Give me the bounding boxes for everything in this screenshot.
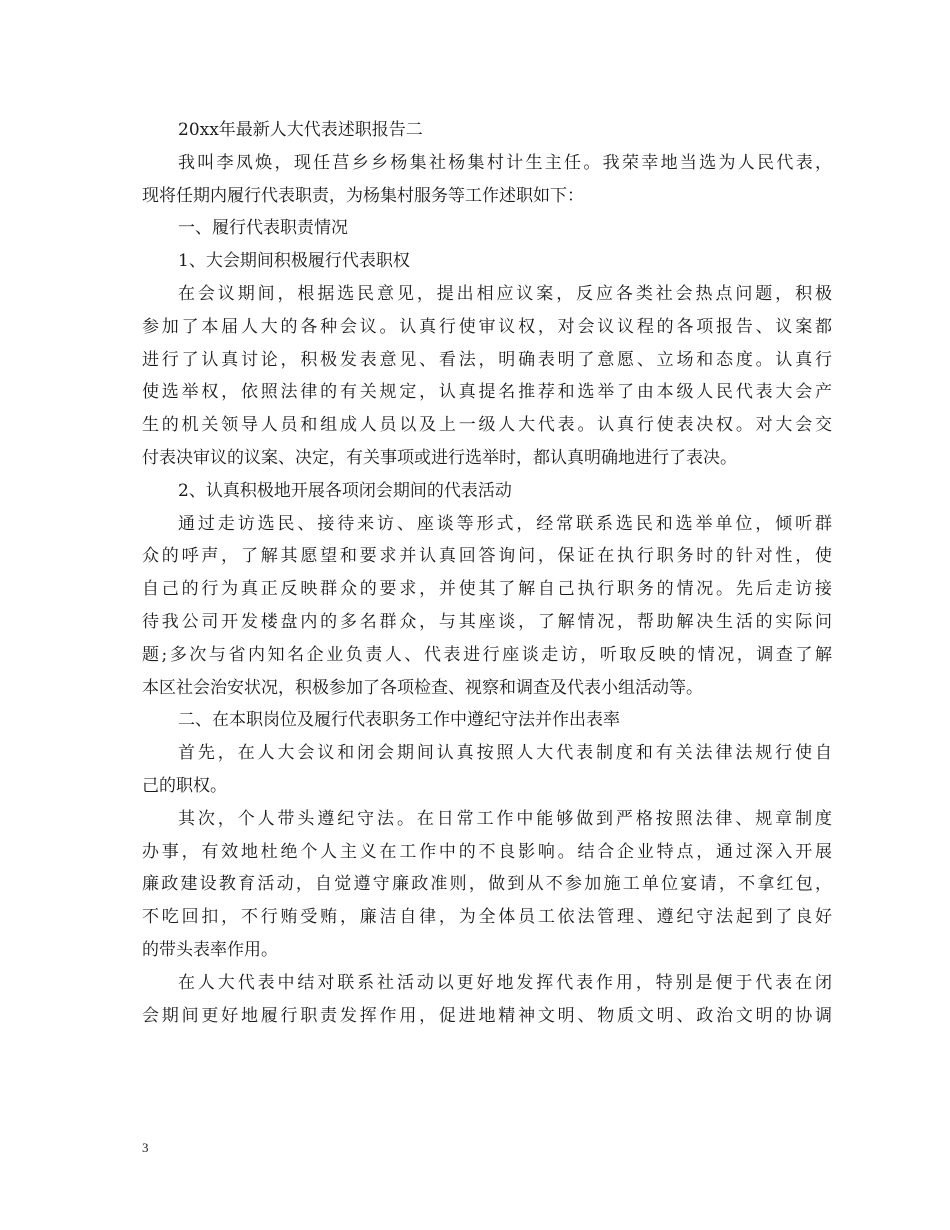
paragraph-line: 付表决审议的议案、决定，有关事项或进行选举时，都认真明确地进行了表决。 xyxy=(142,447,737,468)
paragraph-line: 生的机关领导人员和组成人员以及上一级人大代表。认真行使表决权。对大会交 xyxy=(142,415,832,436)
subsection-heading: 1、大会期间积极履行代表职权 xyxy=(178,251,410,272)
paragraph-line: 会期间更好地履行职责发挥作用，促进地精神文明、物质文明、政治文明的协调 xyxy=(142,1005,832,1026)
paragraph-line: 参加了本届人大的各种会议。认真行使审议权，对会议议程的各项报告、议案都 xyxy=(142,316,832,337)
paragraph-line: 通过走访选民、接待来访、座谈等形式，经常联系选民和选举单位，倾听群 xyxy=(178,513,832,534)
paragraph-line: 本区社会治安状况，积极参加了各项检查、视察和调查及代表小组活动等。 xyxy=(142,677,703,698)
paragraph-line: 的带头表率作用。 xyxy=(142,939,278,960)
paragraph-line: 其次，个人带头遵纪守法。在日常工作中能够做到严格按照法律、规章制度 xyxy=(178,808,832,829)
paragraph-line: 现将任期内履行代表职责，为杨集村服务等工作述职如下： xyxy=(142,185,584,206)
document-title: 20xx年最新人大代表述职报告二 xyxy=(178,120,423,140)
paragraph-line: 首先，在人大会议和闭会期间认真按照人大代表制度和有关法律法规行使自 xyxy=(178,743,832,764)
section-heading: 一、履行代表职责情况 xyxy=(178,218,348,239)
paragraph-line: 待我公司开发楼盘内的多名群众，与其座谈，了解情况，帮助解决生活的实际问 xyxy=(142,611,832,632)
paragraph-line: 使选举权，依照法律的有关规定，认真提名推荐和选举了由本级人民代表大会产 xyxy=(142,382,832,403)
paragraph-line: 不吃回扣，不行贿受贿，廉洁自律，为全体员工依法管理、遵纪守法起到了良好 xyxy=(142,907,832,928)
paragraph-line: 在会议期间，根据选民意见，提出相应议案，反应各类社会热点问题，积极 xyxy=(178,283,832,304)
paragraph-line: 己的职权。 xyxy=(142,775,227,796)
paragraph-line: 题;多次与省内知名企业负责人、代表进行座谈走访，听取反映的情况，调查了解 xyxy=(142,644,832,665)
section-heading: 二、在本职岗位及履行代表职务工作中遵纪守法并作出表率 xyxy=(178,710,620,731)
page-number: 3 xyxy=(142,1140,149,1155)
paragraph-line: 进行了认真讨论，积极发表意见、看法，明确表明了意愿、立场和态度。认真行 xyxy=(142,349,832,370)
paragraph-line: 办事，有效地杜绝个人主义在工作中的不良影响。结合企业特点，通过深入开展 xyxy=(142,841,832,862)
paragraph-line: 廉政建设教育活动，自觉遵守廉政准则，做到从不参加施工单位宴请，不拿红包， xyxy=(142,874,832,895)
paragraph-line: 自己的行为真正反映群众的要求，并使其了解自己执行职务的情况。先后走访接 xyxy=(142,579,832,600)
paragraph-line: 众的呼声，了解其愿望和要求并认真回答询问，保证在执行职务时的针对性，使 xyxy=(142,546,832,567)
paragraph-line: 在人大代表中结对联系社活动以更好地发挥代表作用，特别是便于代表在闭 xyxy=(178,972,832,993)
subsection-heading: 2、认真积极地开展各项闭会期间的代表活动 xyxy=(178,480,512,501)
document-body xyxy=(142,114,832,1032)
paragraph-line: 我叫李凤焕，现任莒乡乡杨集社杨集村计生主任。我荣幸地当选为人民代表， xyxy=(178,152,832,173)
